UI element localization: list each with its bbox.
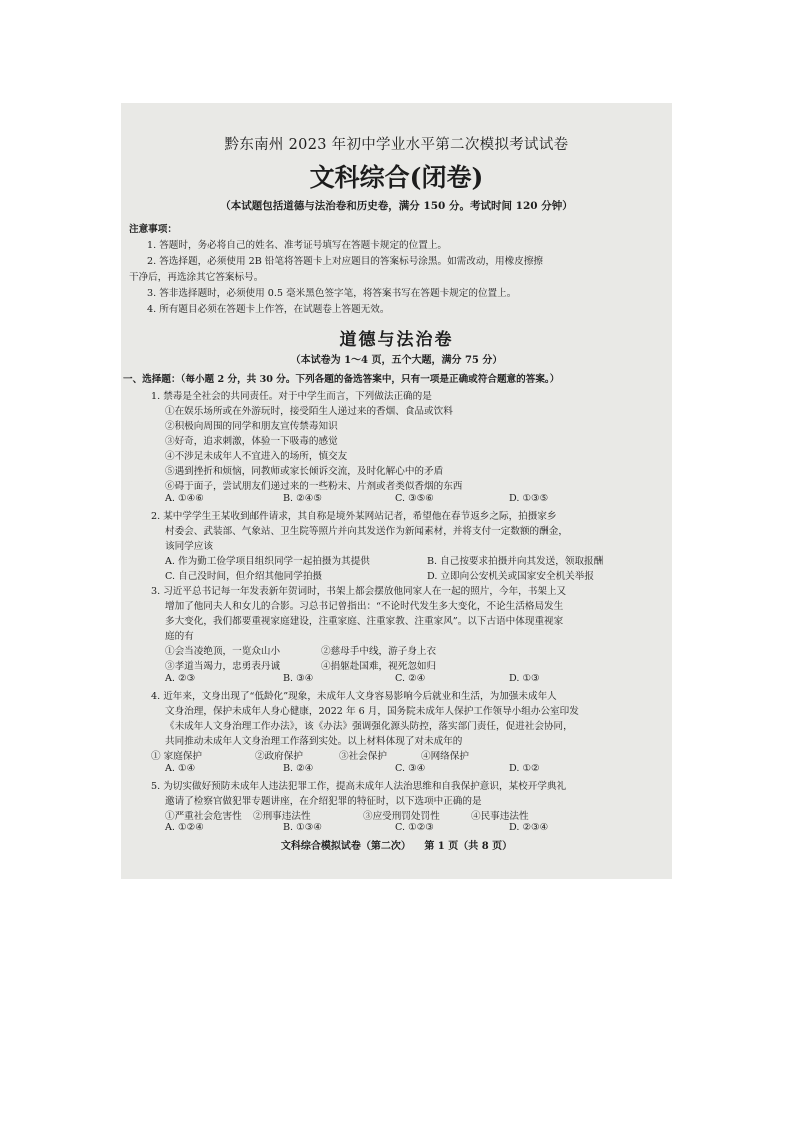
question-4-stem: 4. 近年来，文身出现了“低龄化”现象，未成年人文身容易影响今后就业和生活，为加强未成年人 [151,691,557,702]
footer-page-number: 第 1 页（共 8 页） [424,841,513,852]
question-5-stem: 5. 为切实做好预防未成年人违法犯罪工作，提高未成年人法治思维和自我保护意识，某校开学典礼 [151,781,567,792]
question-3-option-b: B. ③④ [283,673,314,684]
question-5-option-a: A. ①②④ [165,822,204,833]
question-1-item: ⑥碍于面子，尝试朋友们递过来的一些粉末、片剂或者类似香烟的东西 [165,481,463,492]
question-2-option-d: D. 立即向公安机关或国家安全机关举报 [427,571,594,582]
question-2-stem: 该同学应该 [165,541,213,552]
notice-item: 1. 答题时，务必将自己的姓名、准考证号填写在答题卡规定的位置上。 [147,240,448,251]
notice-item: 2. 答选择题，必须使用 2B 铅笔将答题卡上对应题目的答案标号涂黑。如需改动，用橡皮擦擦 [147,256,544,267]
question-3-item: ③孝道当竭力，忠勇表丹诚 [165,661,281,672]
exam-note: （本试题包括道德与法治卷和历史卷，满分 150 分。考试时间 120 分钟） [220,200,573,212]
exam-paper-sheet [121,103,672,879]
question-5-option-c: C. ①②③ [395,822,434,833]
question-1-option-c: C. ③⑤⑥ [395,493,434,504]
exam-title: 黔东南州 2023 年初中学业水平第二次模拟考试试卷 [224,137,569,153]
question-1-item: ③好奇，追求刺激，体验一下吸毒的感觉 [165,436,338,447]
question-5-option-d: D. ②③④ [509,822,549,833]
footer-exam-name: 文科综合模拟试卷（第二次） [280,841,411,852]
part-heading: 一、选择题：（每小题 2 分，共 30 分。下列各题的备选答案中，只有一项是正确或符合题意的答案。） [123,374,560,385]
question-5-option-b: B. ①③④ [283,822,322,833]
question-1-item: ①在娱乐场所或在外游玩时，接受陌生人递过来的香烟、食品或饮料 [165,406,453,417]
notice-item: 3. 答非选择题时，必须使用 0.5 毫米黑色签字笔，将答案书写在答题卡规定的位置上。 [147,288,517,299]
question-5-item: ③应受刑罚处罚性 [363,811,440,822]
question-4-option-c: C. ③④ [395,763,426,774]
question-4-stem: 文身治理，保护未成年人身心健康，2022 年 6 月，国务院未成年人保护工作领导小组办公室印发 [165,706,579,717]
question-3-stem: 增加了他同夫人和女儿的合影。习总书记曾指出：“不论时代发生多大变化，不论生活格局发生 [165,601,564,612]
question-3-item: ④捐躯赴国难，视死忽如归 [321,661,437,672]
subject-title: 文科综合(闭卷) [309,163,484,192]
question-2-option-b: B. 自己按要求拍摄并向其发送，领取报酬 [427,556,604,567]
question-3-stem: 3. 习近平总书记每一年发表新年贺词时，书架上都会摆放他同家人在一起的照片，今年，书架上又 [151,586,567,597]
question-1-option-b: B. ②④⑤ [283,493,322,504]
question-2-stem: 2. 某中学学生王某收到邮件请求，其自称是境外某网站记者，希望他在春节返乡之际，拍摄家乡 [151,511,557,522]
question-4-option-b: B. ②④ [283,763,314,774]
question-4-stem: 共同推动未成年人文身治理工作落到实处。以上材料体现了对未成年的 [165,736,463,747]
question-5-item: ④民事违法性 [471,811,529,822]
question-1-option-d: D. ①③⑤ [509,493,549,504]
question-4-stem: 《未成年人文身治理工作办法》，该《办法》强调强化源头防控，落实部门责任，促进社会协同， [165,721,573,732]
question-4-item: ① 家庭保护 [151,751,203,762]
section-title: 道德与法治卷 [339,330,454,350]
question-1-stem: 1. 禁毒是全社会的共同责任。对于中学生而言，下列做法正确的是 [151,391,432,402]
notice-item: 4. 所有题目必须在答题卡上作答，在试题卷上答题无效。 [147,304,390,315]
question-2-option-a: A. 作为勤工俭学项目组织同学一起拍摄为其提供 [165,556,370,567]
question-1-item: ⑤遇到挫折和烦恼，同教师或家长倾诉交流，及时化解心中的矛盾 [165,466,444,477]
question-1-item: ②积极向周围的同学和朋友宣传禁毒知识 [165,421,338,432]
question-3-item: ①会当凌绝顶，一览众山小 [165,646,281,657]
notice-item: 干净后，再选涂其它答案标号。 [129,272,264,283]
question-3-option-a: A. ②③ [165,673,196,684]
question-3-stem: 多大变化，我们都要重视家庭建设，注重家庭、注重家教、注重家风”。以下古语中体现重视家 [165,616,564,627]
question-3-item: ②慈母手中线，游子身上衣 [321,646,437,657]
section-subtitle: （本试卷为 1～4 页，五个大题，满分 75 分） [290,355,503,366]
page-footer [121,837,672,852]
question-4-option-d: D. ①② [509,763,540,774]
question-3-option-d: D. ①③ [509,673,540,684]
question-2-option-c: C. 自己没时间，但介绍其他同学拍摄 [165,571,323,582]
question-2-stem: 村委会、武装部、气象站、卫生院等照片并向其发送作为新闻素材，并将支付一定数额的酬金， [165,526,568,537]
question-3-option-c: C. ②④ [395,673,426,684]
question-1-option-a: A. ①④⑥ [165,493,204,504]
question-5-stem: 邀请了检察官做犯罪专题讲座，在介绍犯罪的特征时，以下选项中正确的是 [165,796,482,807]
question-4-option-a: A. ①④ [165,763,196,774]
question-1-item: ④不涉足未成年人不宜进入的场所，慎交友 [165,451,348,462]
question-3-stem: 庭的有 [165,631,194,642]
question-4-item: ③社会保护 [339,751,387,762]
question-4-item: ④网络保护 [421,751,469,762]
question-4-item: ②政府保护 [255,751,303,762]
question-5-item: ②刑事违法性 [253,811,311,822]
notice-label: 注意事项： [129,224,177,235]
question-5-item: ①严重社会危害性 [165,811,242,822]
